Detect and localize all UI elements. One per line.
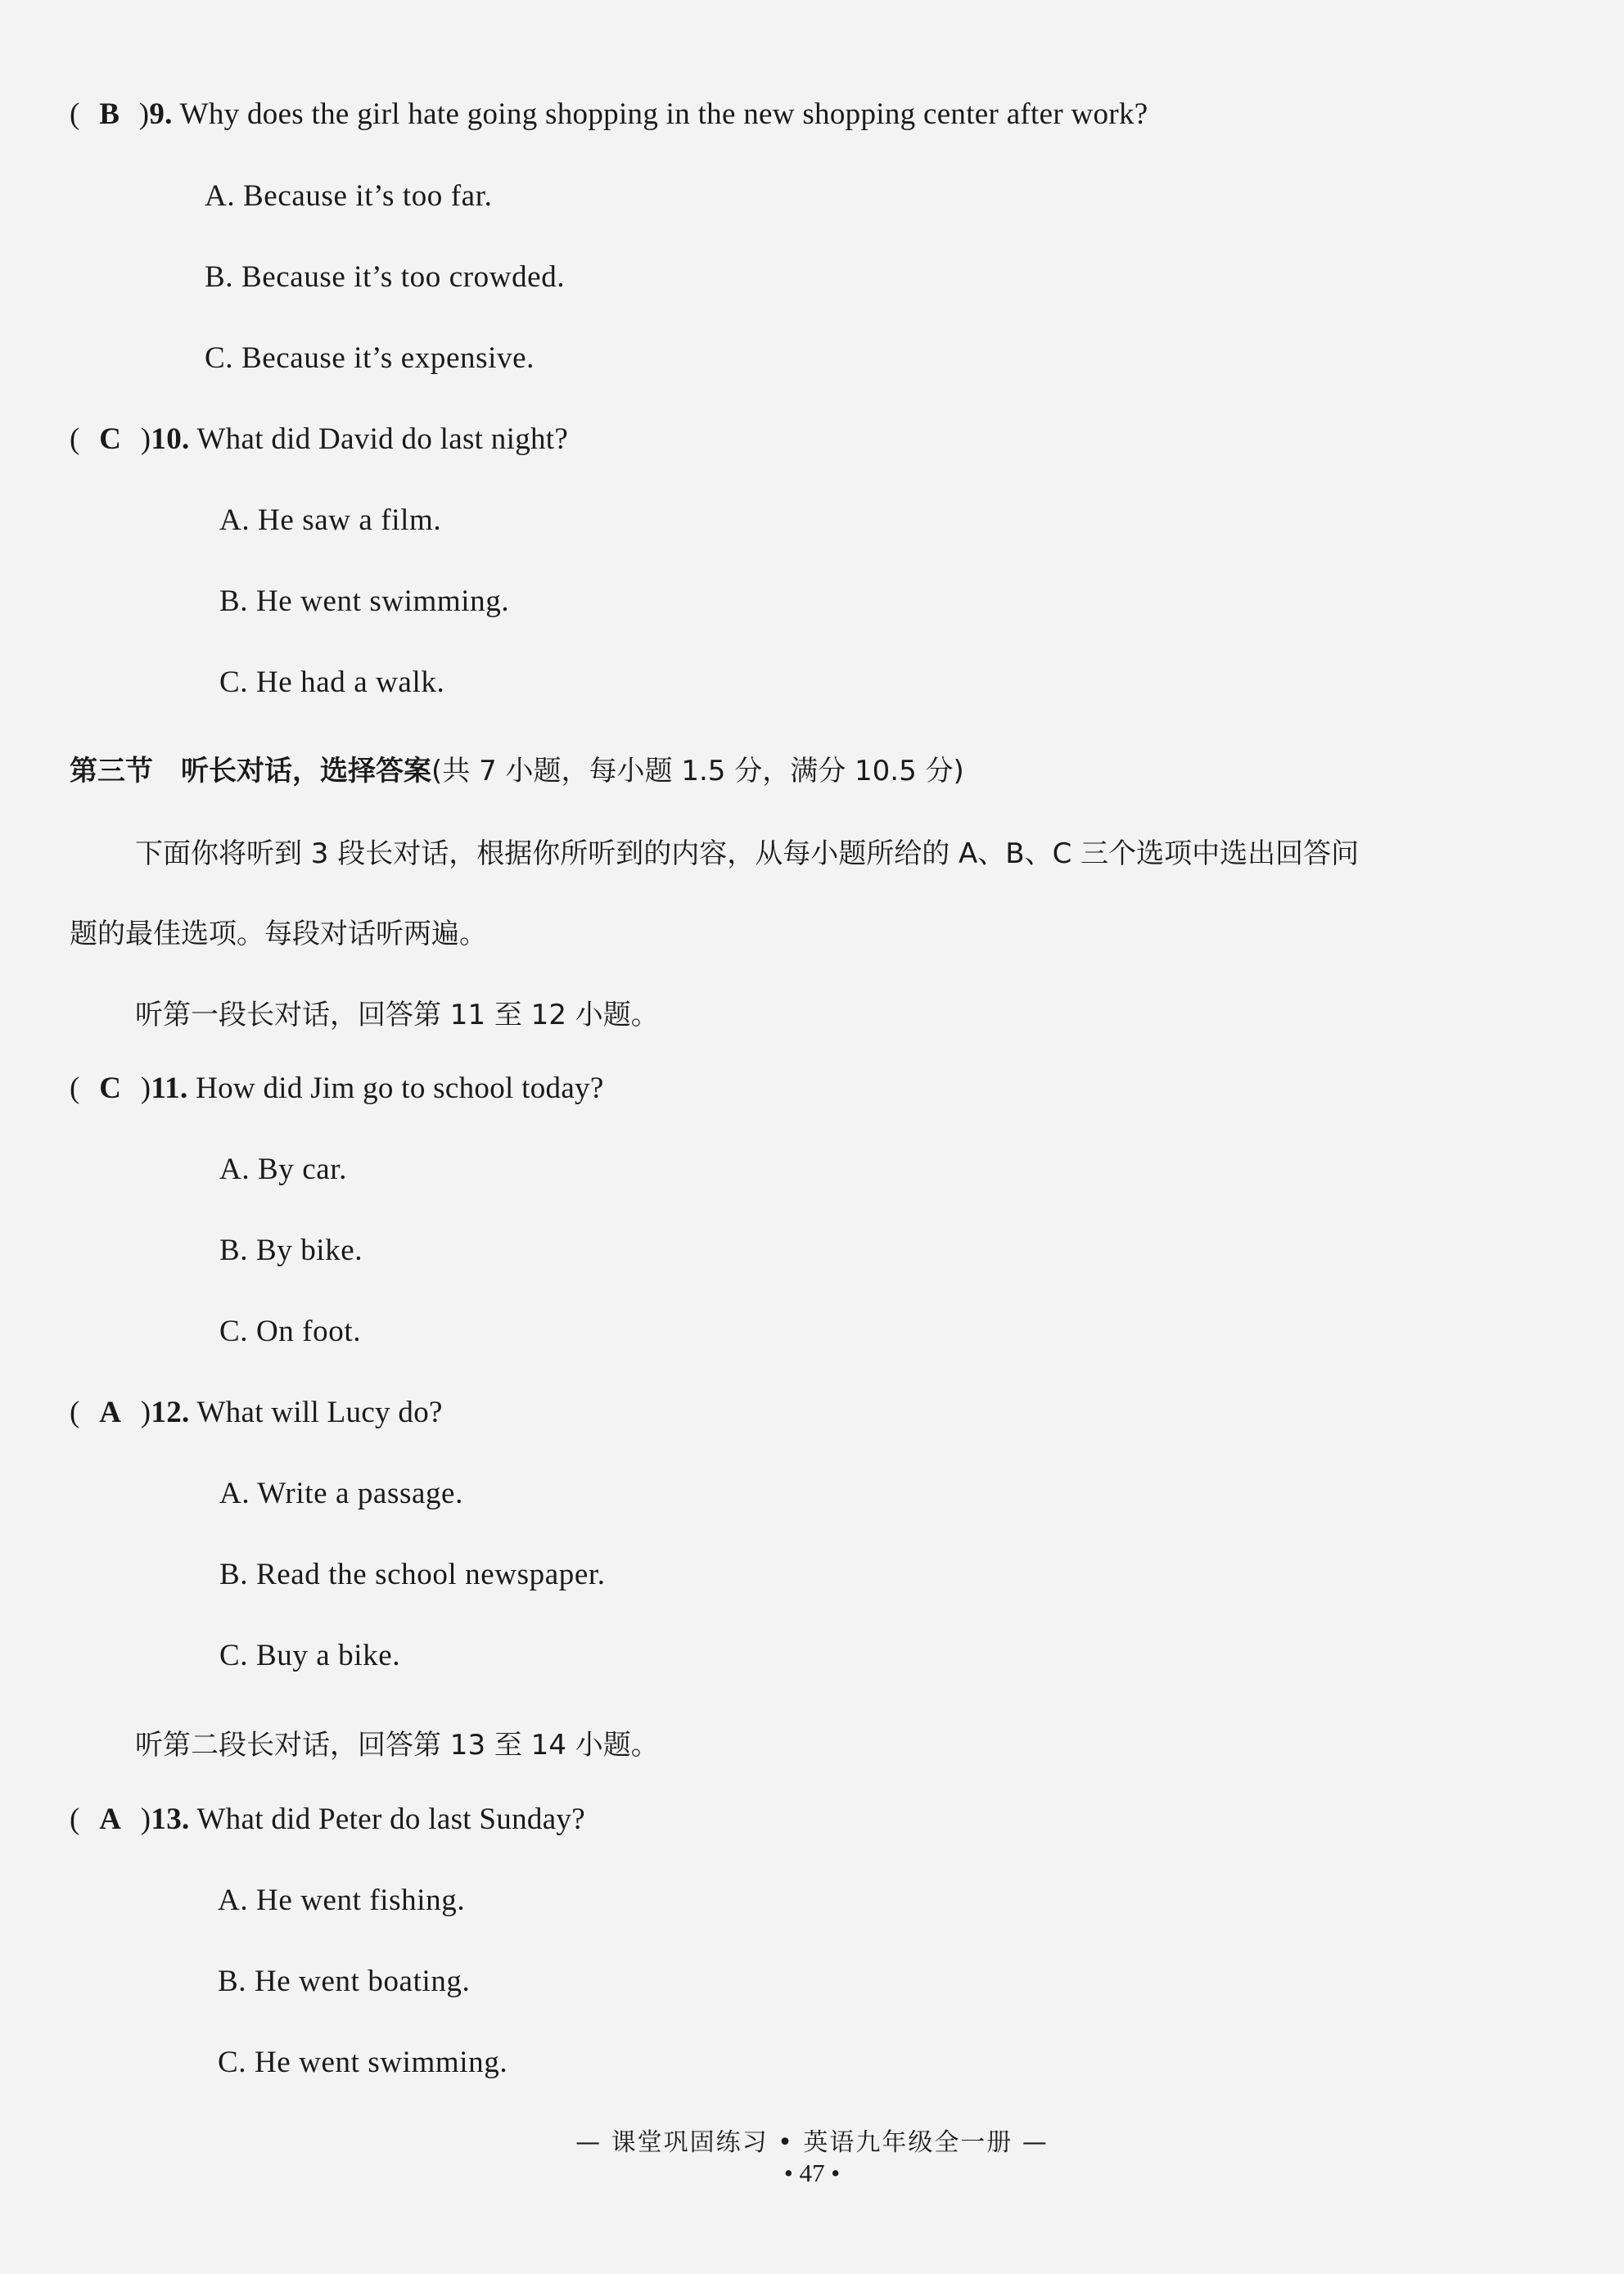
question-text: What will Lucy do? [196, 1396, 443, 1429]
dialog-2-instruction: 听第二段长对话，回答第 13 至 14 小题。 [135, 1729, 659, 1762]
section-title: 第三节 听长对话，选择答案 [70, 755, 431, 787]
paren-open: ( [70, 97, 80, 131]
question-number: 9. [149, 97, 173, 131]
paren-open: ( [70, 1396, 80, 1429]
option-c: C. Because it’s expensive. [205, 341, 535, 375]
option-c: C. He went swimming. [218, 2046, 508, 2079]
paren-close: ) [140, 1803, 151, 1836]
question-text: How did Jim go to school today? [196, 1072, 604, 1105]
option-a: A. By car. [219, 1153, 348, 1186]
answer-letter: C [99, 422, 122, 456]
footer-book-title: — 课堂巩固练习 • 英语九年级全一册 — [575, 2128, 1049, 2157]
option-b: B. By bike. [219, 1234, 363, 1267]
option-b: B. He went boating. [218, 1965, 471, 1998]
option-a: A. Because it’s too far. [205, 179, 493, 213]
option-a: A. He saw a film. [219, 503, 442, 537]
dialog-1-instruction: 听第一段长对话，回答第 11 至 12 小题。 [135, 999, 659, 1031]
question-number: 13. [151, 1803, 190, 1836]
paren-close: ) [140, 1072, 151, 1105]
question-number: 12. [151, 1396, 190, 1429]
instruction-line-2: 题的最佳选项。每段对话听两遍。 [70, 918, 487, 950]
paren-close: ) [138, 97, 150, 131]
answer-letter: C [99, 1072, 122, 1105]
question-11 [70, 1071, 604, 1106]
option-c: C. Buy a bike. [219, 1639, 401, 1672]
option-a: A. He went fishing. [218, 1884, 466, 1917]
paren-close: ) [140, 422, 151, 456]
question-13 [70, 1802, 585, 1837]
section-title-line [70, 748, 964, 788]
page-number: • 47 • [783, 2159, 841, 2187]
question-12 [70, 1395, 443, 1430]
answer-letter: B [99, 97, 120, 131]
answer-letter: A [99, 1803, 122, 1836]
question-number: 11. [151, 1072, 188, 1105]
answer-letter: A [99, 1396, 122, 1429]
question-text: What did Peter do last Sunday? [196, 1803, 585, 1836]
section-note: (共 7 小题，每小题 1.5 分，满分 10.5 分) [431, 755, 964, 787]
paren-open: ( [70, 1072, 80, 1105]
question-9 [70, 97, 1148, 132]
question-number: 10. [151, 422, 190, 456]
option-b: B. Because it’s too crowded. [205, 260, 566, 294]
paren-close: ) [140, 1396, 151, 1429]
question-text: Why does the girl hate going shopping in the new shopping center after work? [179, 97, 1148, 131]
option-c: C. He had a walk. [219, 666, 445, 699]
instruction-line-1: 下面你将听到 3 段长对话，根据你所听到的内容，从每小题所给的 A、B、C 三个选项中选出回答问 [135, 837, 1360, 870]
paren-open: ( [70, 1803, 80, 1836]
option-b: B. Read the school newspaper. [219, 1558, 606, 1591]
question-10 [70, 422, 568, 457]
option-b: B. He went swimming. [219, 584, 510, 618]
paren-open: ( [70, 422, 80, 456]
question-text: What did David do last night? [196, 422, 569, 456]
option-c: C. On foot. [219, 1315, 362, 1348]
option-a: A. Write a passage. [219, 1477, 463, 1510]
